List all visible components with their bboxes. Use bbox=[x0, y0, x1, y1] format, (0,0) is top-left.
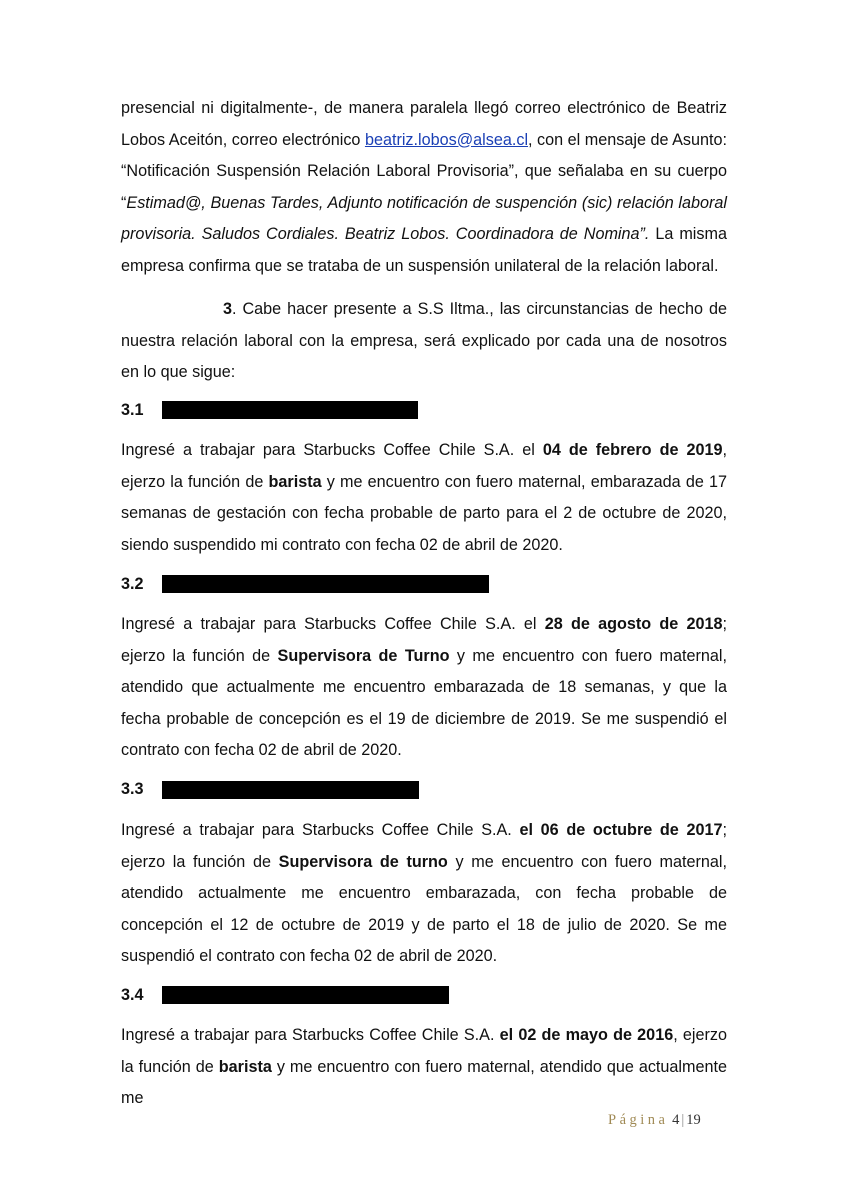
page-total: 19 bbox=[686, 1112, 701, 1128]
page-label: Página bbox=[608, 1112, 669, 1128]
body-text: Ingresé a trabajar para Starbucks Coffee Chile S.A. el bbox=[121, 615, 545, 633]
redacted-name bbox=[162, 986, 449, 1004]
section-heading-3-4 bbox=[121, 983, 163, 1007]
page-footer bbox=[608, 1112, 701, 1129]
body-text: ; ejerzo la función de bbox=[121, 821, 727, 871]
body-text: Ingresé a trabajar para Starbucks Coffee Chile S.A. bbox=[121, 821, 520, 839]
section-number: 3.3 bbox=[121, 780, 144, 798]
section-body-3-3 bbox=[121, 815, 727, 973]
body-text: y me encuentro con fuero maternal, atendido actualmente me encuentro embarazada, con fecha probable de concepción el 12 de octubre de 2019 y de parto el 18 de julio de 2020. Se me suspendió el contrato con fecha 02 de abril de 2020. bbox=[121, 852, 727, 965]
paragraph-text: presencial ni digitalmente-, de manera paralela llegó correo electrónico de Beatriz Lobos Aceitón, correo electrónico bbox=[121, 99, 727, 149]
body-text: Ingresé a trabajar para Starbucks Coffee Chile S.A. bbox=[121, 1026, 500, 1044]
paragraph-circumstances bbox=[121, 294, 727, 389]
job-role: Supervisora de Turno bbox=[277, 646, 450, 665]
body-text: ; ejerzo la función de bbox=[121, 615, 727, 665]
start-date: el 06 de octubre de 2017 bbox=[519, 821, 723, 839]
paragraph-text: La misma empresa confirma que se trataba de un suspensión unilateral de la relación laboral. bbox=[121, 225, 727, 275]
start-date: el 02 de mayo de 2016 bbox=[499, 1026, 674, 1044]
job-role: barista bbox=[268, 472, 322, 491]
start-date: 28 de agosto de 2018 bbox=[544, 615, 723, 633]
body-text: y me encuentro con fuero maternal, atendido que actualmente me encuentro embarazada de 18 semanas, y que la fecha probable de concepción es el 19 de diciembre de 2019. Se me suspendió el contrato con fecha 02 de abril de 2020. bbox=[121, 646, 727, 759]
job-role: barista bbox=[218, 1057, 272, 1076]
quoted-message: Estimad@, Buenas Tardes, Adjunto notificación de suspención (sic) relación laboral provisoria. Saludos Cordiales. Beatriz Lobos. Coordinadora de Nomina”. bbox=[121, 193, 727, 243]
paragraph-text: . Cabe hacer presente a S.S Iltma., las circunstancias de hecho de nuestra relación laboral con la empresa, será explicado por cada una de nosotros en lo que sigue: bbox=[121, 300, 727, 381]
job-role: Supervisora de turno bbox=[278, 852, 448, 871]
section-body-3-1 bbox=[121, 435, 727, 561]
body-text: , ejerzo la función de bbox=[121, 441, 727, 491]
body-text: y me encuentro con fuero maternal, embarazada de 17 semanas de gestación con fecha probable de parto para el 2 de octubre de 2020, siendo suspendido mi contrato con fecha 02 de abril de 2020. bbox=[121, 472, 727, 554]
start-date: 04 de febrero de 2019 bbox=[542, 441, 723, 459]
section-number: 3.2 bbox=[121, 575, 144, 593]
section-heading-3-2 bbox=[121, 572, 163, 596]
section-number: 3.4 bbox=[121, 986, 144, 1004]
paragraph-number: 3 bbox=[223, 300, 233, 318]
redacted-name bbox=[162, 781, 419, 799]
body-text: y me encuentro con fuero maternal, atendido que actualmente me bbox=[121, 1057, 727, 1107]
section-heading-3-3 bbox=[121, 777, 163, 801]
section-body-3-4 bbox=[121, 1020, 727, 1115]
email-link[interactable]: beatriz.lobos@alsea.cl bbox=[364, 130, 529, 149]
section-number: 3.1 bbox=[121, 401, 144, 419]
redacted-name bbox=[162, 401, 418, 419]
paragraph-notification bbox=[121, 93, 727, 282]
section-body-3-2 bbox=[121, 609, 727, 767]
section-heading-3-1 bbox=[121, 398, 163, 422]
body-text: Ingresé a trabajar para Starbucks Coffee Chile S.A. el bbox=[121, 441, 543, 459]
page-separator: | bbox=[681, 1112, 685, 1128]
paragraph-text: , con el mensaje de Asunto: “Notificación Suspensión Relación Laboral Provisoria”, que señalaba en su cuerpo “ bbox=[121, 130, 728, 212]
page-number: 4 bbox=[672, 1112, 680, 1128]
redacted-name bbox=[162, 575, 489, 593]
body-text: , ejerzo la función de bbox=[121, 1026, 727, 1076]
